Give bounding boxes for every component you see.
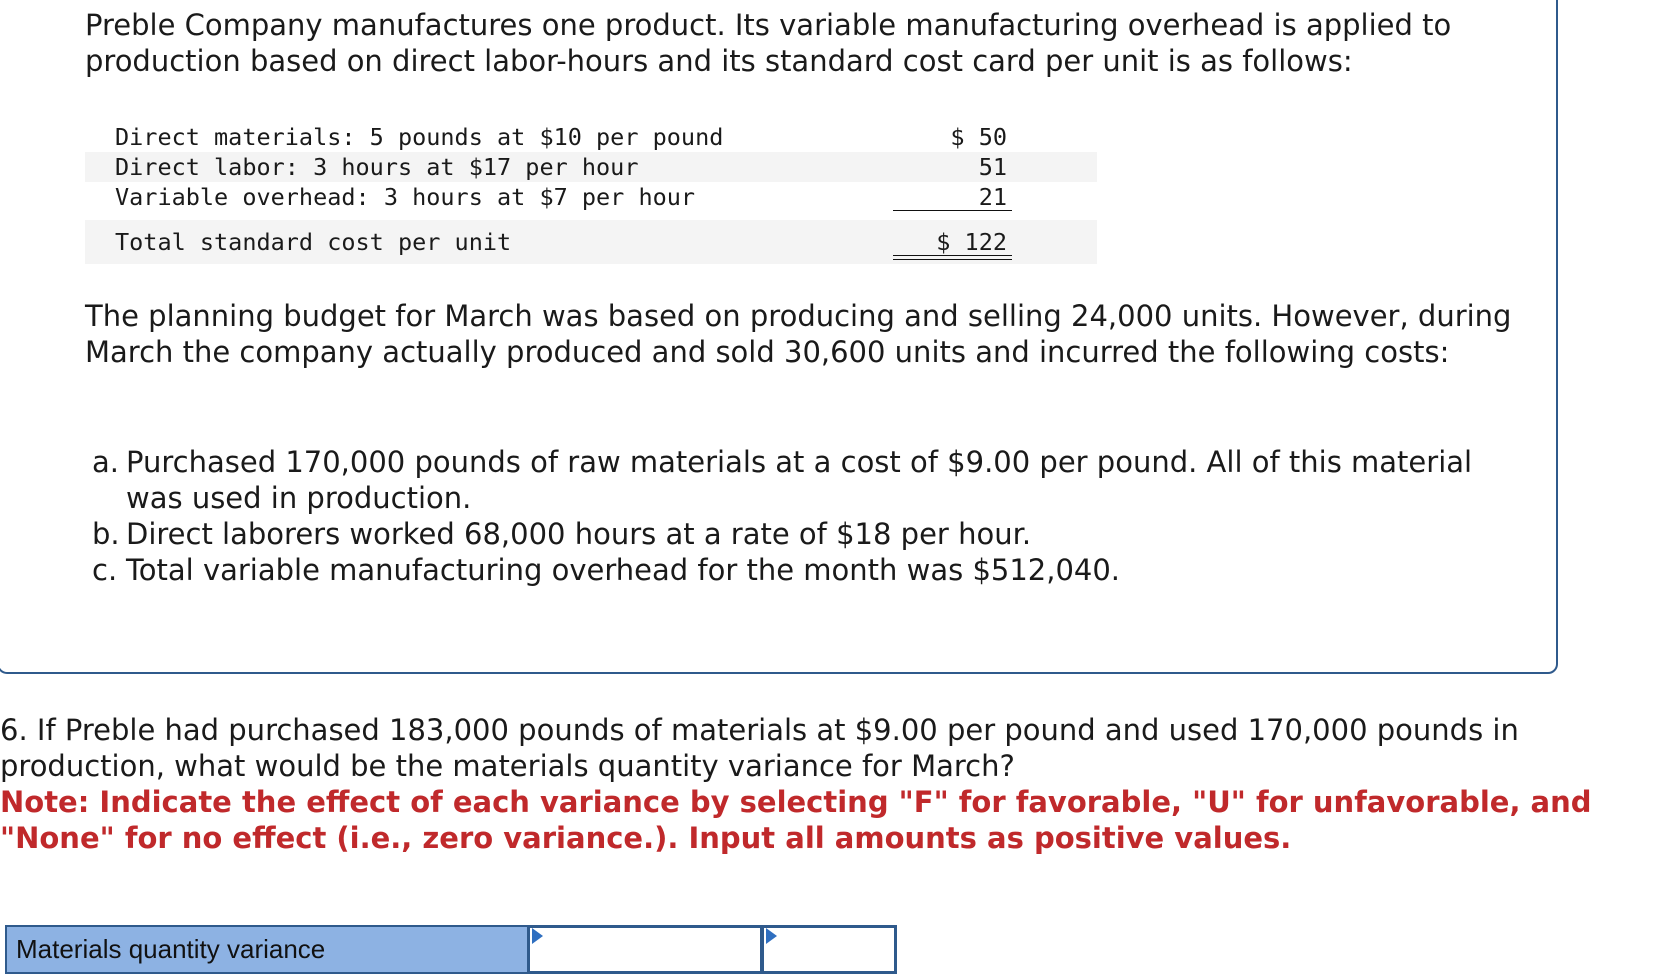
- total-double-underline: [893, 255, 1012, 260]
- standard-cost-card: [85, 122, 1097, 264]
- variance-amount-input[interactable]: [527, 925, 763, 974]
- planning-budget-text: The planning budget for March was based on producing and selling 24,000 units. However, during March the company actually produced and sold 30,600 units and incurred the following costs:: [85, 299, 1512, 369]
- cost-row-direct-labor: [85, 152, 1097, 182]
- cost-amount: 51: [978, 153, 1007, 181]
- question-text: 6. If Preble had purchased 183,000 pounds of materials at $9.00 per pound and used 170,000 pounds in production, what would be the materials quantity variance for March?: [0, 713, 1519, 783]
- fact-text: Purchased 170,000 pounds of raw materials at a cost of $9.00 per pound. All of this material was used in production.: [126, 445, 1473, 515]
- variance-effect-select[interactable]: [761, 925, 897, 974]
- amount-cell: [529, 925, 763, 974]
- answer-row: [5, 925, 905, 974]
- list-item: [92, 516, 1522, 552]
- effect-cell: [763, 925, 897, 974]
- fact-text: Direct laborers worked 68,000 hours at a rate of $18 per hour.: [126, 517, 1032, 551]
- answer-row-label: Materials quantity variance: [5, 925, 529, 974]
- instruction-note: Note: Indicate the effect of each variance by selecting "F" for favorable, "U" for unfavorable, and "None" for no effect (i.e., zero variance.). Input all amounts as positive values.: [0, 785, 1592, 855]
- cost-row-direct-materials: [85, 122, 1097, 152]
- list-item: [92, 444, 1522, 516]
- cost-facts-list: [92, 444, 1522, 588]
- total-label: Total standard cost per unit: [115, 228, 512, 256]
- total-amount: $ 122: [936, 228, 1007, 256]
- list-marker: b.: [92, 517, 120, 551]
- cost-label: Variable overhead: 3 hours at $7 per hour: [115, 183, 696, 211]
- subtotal-underline: [893, 210, 1012, 211]
- cost-label: Direct materials: 5 pounds at $10 per pound: [115, 123, 724, 151]
- fact-text: Total variable manufacturing overhead for the month was $512,040.: [126, 553, 1121, 587]
- intro-text: Preble Company manufactures one product. Its variable manufacturing overhead is applied to production based on direct labor-hours and its standard cost card per unit is as follows:: [85, 8, 1452, 78]
- list-marker: a.: [92, 445, 119, 479]
- cost-row-variable-overhead: [85, 182, 1097, 212]
- list-marker: c.: [92, 553, 118, 587]
- cost-amount: 21: [978, 183, 1007, 211]
- cost-amount: $ 50: [950, 123, 1007, 151]
- cost-label: Direct labor: 3 hours at $17 per hour: [115, 153, 639, 181]
- list-item: [92, 552, 1522, 588]
